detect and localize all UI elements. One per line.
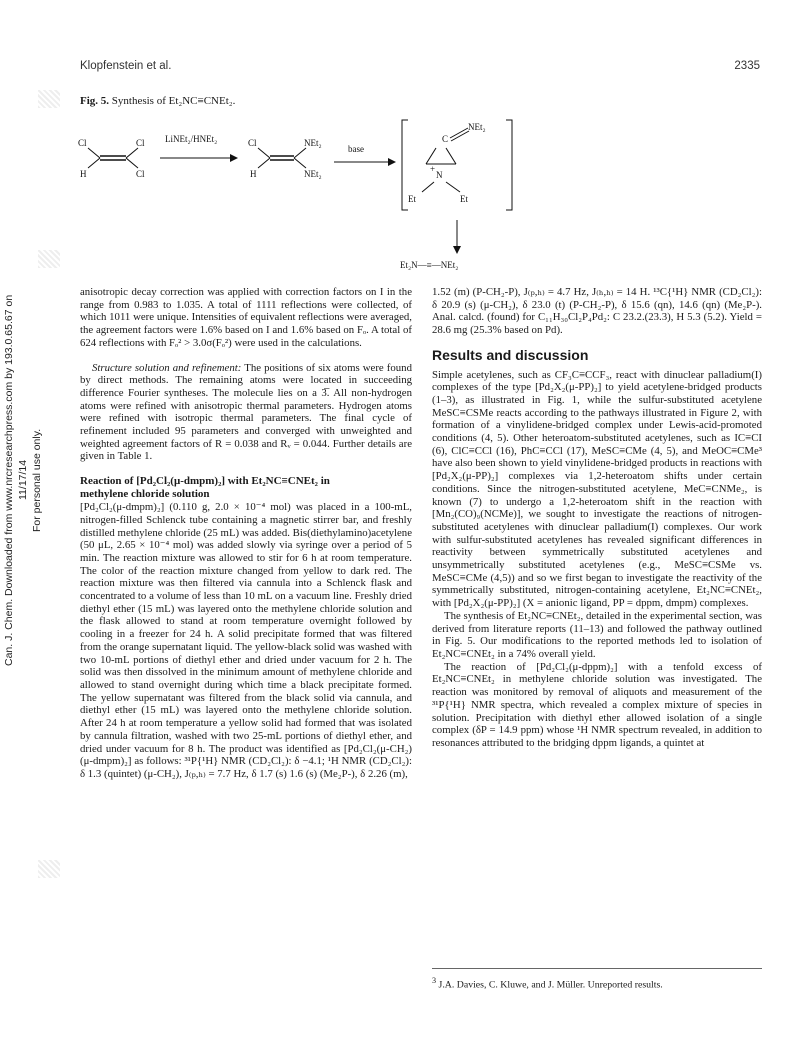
atom-label: Cl: [248, 138, 257, 148]
paragraph: The synthesis of Et₂NC≡CNEt₂, detailed in the experimental section, was derived from literature reports (11–13) and followed the pathway outlined in Fig. 5. Our modifications to the reported methods led to isolation of Et₂NC≡CNEt₂ in a 74% overall yield.: [432, 609, 762, 660]
paragraph: 1.52 (m) (P-CH₂-P), J₍ₚ,ₕ₎ = 4.7 Hz, J₍ₕ,ₕ₎ = 14 H. ¹³C{¹H} NMR (CD₂Cl₂): δ 20.9 (s) (μ-CH₂), δ 23.0 (t) (P-CH₂-P), δ 15.6 (qn), 14.6 (qn) (Me₂P-). Anal. calcd. (found) for C₁₁H₃₀Cl₂P₄Pd₂: C 23.2.(23.3), H 5.3 (5.2). Yield = 28.6 mg (25.3% based on Pd).: [432, 286, 762, 337]
chloro-diamino-ethylene: [248, 138, 322, 179]
running-head-authors: Klopfenstein et al.: [80, 60, 172, 72]
paragraph: anisotropic decay correction was applied with correction factors on I in the range from 0.983 to 1.035. A total of 1111 reflections were collected, of which 1011 were unique. Intensities of equivalent reflections were averaged, the agreement factors were 1.6% based on I and 1.6% based on Fₒ. A total of 624 reflections with Fₒ² > 3.0σ(Fₒ²) were used in the calculations.: [80, 286, 412, 349]
reaction-scheme: [70, 112, 530, 272]
arrow-2: [334, 158, 396, 166]
footnote-mark: 3: [432, 976, 437, 985]
left-column: [80, 286, 412, 781]
watermark-line-2: For personal use only.: [31, 428, 43, 532]
intermediate-bracket: [402, 120, 512, 210]
atom-label: H: [80, 169, 87, 179]
subsection-heading: Reaction of [Pd₂Cl₂(μ-dmpm)₂] with Et₂NC≡CNEt₂ in: [80, 475, 330, 488]
product-label: Et₂N—≡—NEt₂: [400, 260, 459, 270]
footnote-text: J.A. Davies, C. Kluwe, and J. Müller. Unreported results.: [438, 979, 663, 991]
group-label: Et: [460, 194, 468, 204]
atom-label: Cl: [136, 138, 145, 148]
arrow-1: [160, 154, 238, 162]
charge-label: +: [430, 164, 436, 174]
paragraph: Simple acetylenes, such as CF₃C≡CCF₃, react with dinuclear palladium(I) complexes of the type [Pd₂X₂(μ-PP)₂] to yield acetylene-bridged products (1–3), as illustrated in Fig. 1, while the sulfur-substituted acetylene MeSC≡CSMe reacts according to the pathways illustrated in Figure 2, with formation of a vinylidene-bridged complex under Lewis-acid-promoted conditions (4, 5). Other heteroatom-substituted acetylenes, such as IC≡CI (6), ClC≡CCl (16), PhC≡CCl (17), MeSC≡CMe (4, 5), and MeOC≡CMe³ have also been shown to yield vinylidene-bridged products in reactions with [Pd₂X₂(μ-PP)₂] complexes via 1,2-heteroatom shifts under certain conditions. Since the nitrogen-substituted acetylene, MeC≡CNMe₂, is known (7) to undergo a 1,2-heteroatom shift in the reaction with [Mn₂(CO)₉(NCMe)], we sought to investigate the reactions of nitrogen-substituted acetylenes with dinuclear palladium(I) complexes. Our work with sulfur-substituted acetylenes has revealed significant differences in reactivity between symmetrically substituted acetylenes and unsymmetrically substituted acetylenes (e.g., MeSC≡CSMe vs. MeSC≡CMe (4,5)) and so we first began to investigate the reactivity of the symmetrically substituted, nitrogen-containing acetylene, Et₂NC≡CNEt₂, with [Pd₂X₂(μ-PP)₂] (X = anionic ligand, PP = dppm, dmpm) complexes.: [432, 368, 762, 610]
download-watermark: [2, 290, 43, 670]
watermark-line-1: Can. J. Chem. Downloaded from www.nrcresearchpress.com by 193.0.65.67 on 11/17/14: [3, 294, 29, 666]
figure-caption: [80, 95, 235, 107]
group-label: NEt₂: [468, 122, 486, 132]
section-heading: Results and discussion: [432, 346, 589, 363]
arrow-3: [453, 220, 461, 254]
atom-label: Cl: [78, 138, 87, 148]
reagent-label: LiNEt₂/HNEt₂: [165, 134, 218, 144]
atom-label: Cl: [136, 169, 145, 179]
run-in-heading: Structure solution and refinement:: [92, 361, 242, 374]
paragraph: The reaction of [Pd₂Cl₂(μ-dppm)₂] with a tenfold excess of Et₂NC≡CNEt₂ in methylene chloride solution was investigated. The reaction was monitored by removal of aliquots and measurement of the ³¹P{¹H} NMR spectra, which revealed a complex mixture of species in solution. Precipitation with diethyl ether allowed isolation of a single complex (δP = 14.9 ppm) whose ¹H NMR spectrum revealed, in addition to resonances attributed to the bridging dppm ligands, a quintet at: [432, 660, 762, 749]
scan-artifact: [38, 860, 60, 878]
group-label: NEt₂: [304, 138, 322, 148]
subsection-heading-cont: methylene chloride solution: [80, 488, 210, 501]
scan-artifact: [38, 90, 60, 108]
reagent-label: base: [348, 144, 364, 154]
page-number: 2335: [734, 60, 760, 72]
footnote-divider: [432, 968, 762, 969]
figure-caption-text: Synthesis of Et₂NC≡CNEt₂.: [111, 95, 236, 107]
atom-label: C: [442, 134, 449, 144]
right-column: [432, 286, 762, 750]
group-label: NEt₂: [304, 169, 322, 179]
paragraph: Structure solution and refinement: The positions of six atoms were found by direct methods. The remaining atoms were located in succeeding difference Fourier syntheses. The molecule lies on a 3̅. All non-hydrogen atoms were refined with anisotropic thermal parameters. Hydrogen atoms were refined with isotropic thermal parameters. The final cycle of refinement included 95 parameters and converged with unweighted and weighted agreement factors of R = 0.038 and Rᵥ = 0.044. Further details are given in Table 1.: [80, 361, 412, 463]
atom-label: H: [250, 169, 257, 179]
footnote: [432, 975, 762, 991]
group-label: Et: [408, 194, 416, 204]
dichloro-ethylene: [78, 138, 145, 179]
figure-label: Fig. 5.: [80, 95, 110, 107]
atom-label: N: [436, 170, 443, 180]
paragraph: [Pd₂Cl₂(μ-dmpm)₂] (0.110 g, 2.0 × 10⁻⁴ mol) was placed in a 100-mL, nitrogen-filled Schlenck tube containing a magnetic stirrer bar, and freshly distilled methylene chloride (25 mL) was added. Bis(diethylamino)acetylene (50 μL, 2.65 × 10⁻⁴ mol) was added slowly via syringe over a period of 5 min. The reaction mixture was allowed to stir for 6 h at room temperature. The color of the reaction mixture changed from yellow to dark red. The reaction mixture was then filtered via cannula into a Schlenck flask and concentrated to a volume of less than 10 mL on a vacuum line. Freshly dried diethyl ether (15 mL) was layered onto the methylene chloride solution and the flask allowed to stand at room temperature overnight followed by cooling in a freezer for 24 h. A solid precipitate formed that was filtered from the orange supernatant liquid. The yellow-black solid was washed with two 10-mL portions of diethyl ether and dried under vacuum for 2 h. The solid was then dissolved in the minimum amount of methylene chloride and allowed to stand overnight during which time a black precipitate formed. The yellow supernatant was filtered from the black solid via cannula, and diethyl ether (15 mL) was layered onto the methylene chloride solution. After 24 h at room temperature a yellow solid had formed that was isolated by cannula filtration, washed with two 25-mL portions of diethyl ether, and dried under vacuum for 8 h. The product was identified as [Pd₂Cl₂(μ-CH₂)(μ-dmpm)₂] as follows: ³¹P{¹H} NMR (CD₂Cl₂): δ −4.1; ¹H NMR (CD₂Cl₂): δ 1.3 (quintet) (μ-CH₂), J₍ₚ,ₕ₎ = 7.7 Hz, δ 1.7 (s) 1.6 (s) (Me₂P-), δ 2.26 (m),: [80, 501, 412, 780]
scan-artifact: [38, 250, 60, 268]
